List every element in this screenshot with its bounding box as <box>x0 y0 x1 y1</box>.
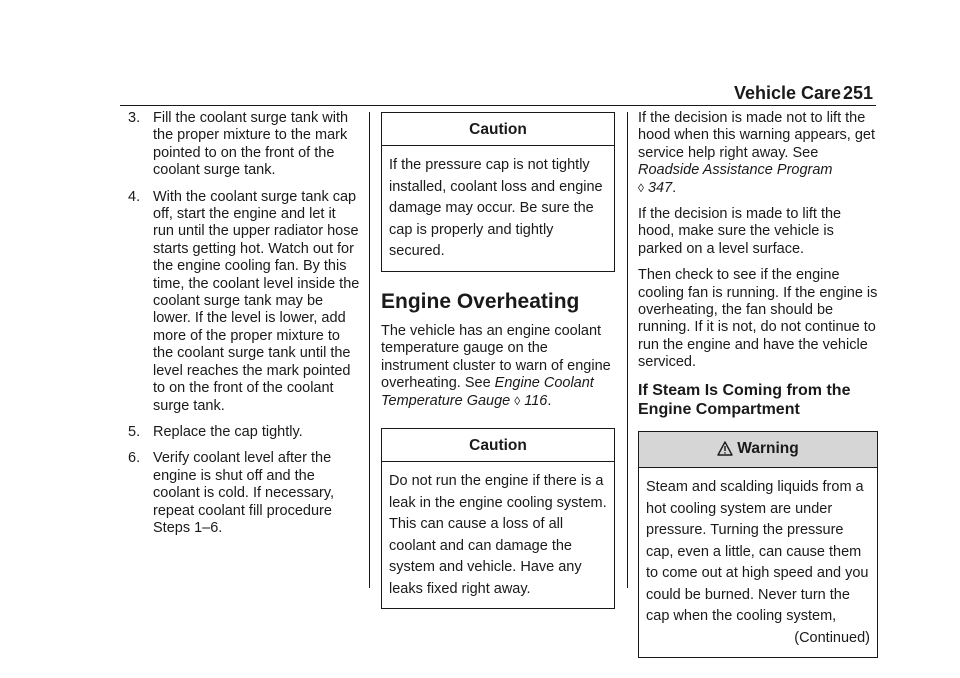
step-item <box>128 110 360 180</box>
page-header <box>0 0 960 110</box>
step-number: 3. <box>128 110 141 126</box>
step-text: Verify coolant level after the engine is shut off and the coolant is cold. If necessary, repeat coolant fill procedure Steps 1–6. <box>153 450 335 536</box>
caution-heading: Caution <box>382 113 614 146</box>
step-number: 4. <box>128 188 141 205</box>
warning-body-text: Steam and scalding liquids from a hot cooling system are under pressure. Turning the pressure cap, even a little, can cause them to come out at high speed and you could be burned. Never turn the cap when the cooling system, <box>646 479 869 625</box>
step-number: 6. <box>128 450 141 467</box>
column-divider-right <box>627 112 628 588</box>
step-item <box>128 189 360 415</box>
steps-list <box>128 110 360 537</box>
column-right <box>638 110 878 658</box>
warning-box-steam <box>638 431 878 658</box>
link-engine-coolant-temperature-gauge[interactable]: Engine Coolant Temperature Gauge <box>381 375 594 409</box>
paragraph-check-fan: Then check to see if the engine cooling fan is running. If the engine is overheating, the fan should be running. If it is not, do not continue to run the engine and have the vehicle serviced. <box>638 267 878 371</box>
step-item <box>128 424 360 441</box>
overheating-paragraph <box>381 323 615 410</box>
caution-heading: Caution <box>382 429 614 462</box>
step-text: Fill the coolant surge tank with the proper mixture to the mark pointed to on the front of the coolant surge tank. <box>153 110 349 179</box>
page-ref-number[interactable]: 347 <box>647 179 673 196</box>
step-text: With the coolant surge tank cap off, start the engine and let it run until the upper radiator hose starts getting hot. Watch out for the engine cooling fan. By this time, the coolant level inside the coolant surge tank may be lower. If the level is lower, add more of the proper mixture to the coolant surge tank until the level reaches the mark pointed to on the front of the coolant surge tank. <box>153 188 360 414</box>
warning-heading-text: Warning <box>737 439 799 457</box>
paragraph-text: If the decision is made not to lift the hood when this warning appears, get service help right away. See <box>638 110 875 161</box>
step-text: Replace the cap tightly. <box>153 423 303 440</box>
step-item <box>128 450 360 537</box>
caution-body: If the pressure cap is not tightly installed, coolant loss and engine damage may occur. Be sure the cap is properly and tightly secured. <box>389 157 603 260</box>
paragraph-no-lift <box>638 110 878 197</box>
caution-box-pressure-cap <box>381 112 615 272</box>
page-number: 251 <box>843 83 874 103</box>
column-middle <box>381 110 615 609</box>
column-left <box>128 110 360 546</box>
page-ref-icon: ◊ <box>514 393 521 408</box>
link-roadside-assistance-program[interactable]: Roadside Assistance Program <box>638 162 833 179</box>
section-title: Vehicle Care <box>734 83 842 103</box>
warning-triangle-icon <box>717 441 733 460</box>
paragraph-text: The vehicle has an engine coolant temperature gauge on the instrument cluster to warn of engine overheating. See <box>381 322 611 392</box>
warning-heading <box>639 432 877 468</box>
paragraph-end: . <box>547 392 552 409</box>
step-number: 5. <box>128 423 141 440</box>
caution-box-coolant-leak <box>381 428 615 609</box>
paragraph-end: . <box>672 179 677 196</box>
page-ref-number[interactable]: 116 <box>524 392 548 409</box>
subheading-steam: If Steam Is Coming from the Engine Compartment <box>638 381 851 418</box>
column-divider-left <box>369 112 370 588</box>
header-rule <box>120 105 876 106</box>
section-heading-engine-overheating: Engine Overheating <box>381 289 580 313</box>
continued-label: (Continued) <box>794 629 870 646</box>
page-ref-icon: ◊ <box>638 180 644 195</box>
paragraph-lift-hood: If the decision is made to lift the hood, make sure the vehicle is parked on a level surface. <box>638 206 842 257</box>
warning-body <box>639 468 877 657</box>
caution-body: Do not run the engine if there is a leak in the engine cooling system. This can cause a loss of all coolant and can damage the system and vehicle. Have any leaks fixed right away. <box>389 473 607 597</box>
